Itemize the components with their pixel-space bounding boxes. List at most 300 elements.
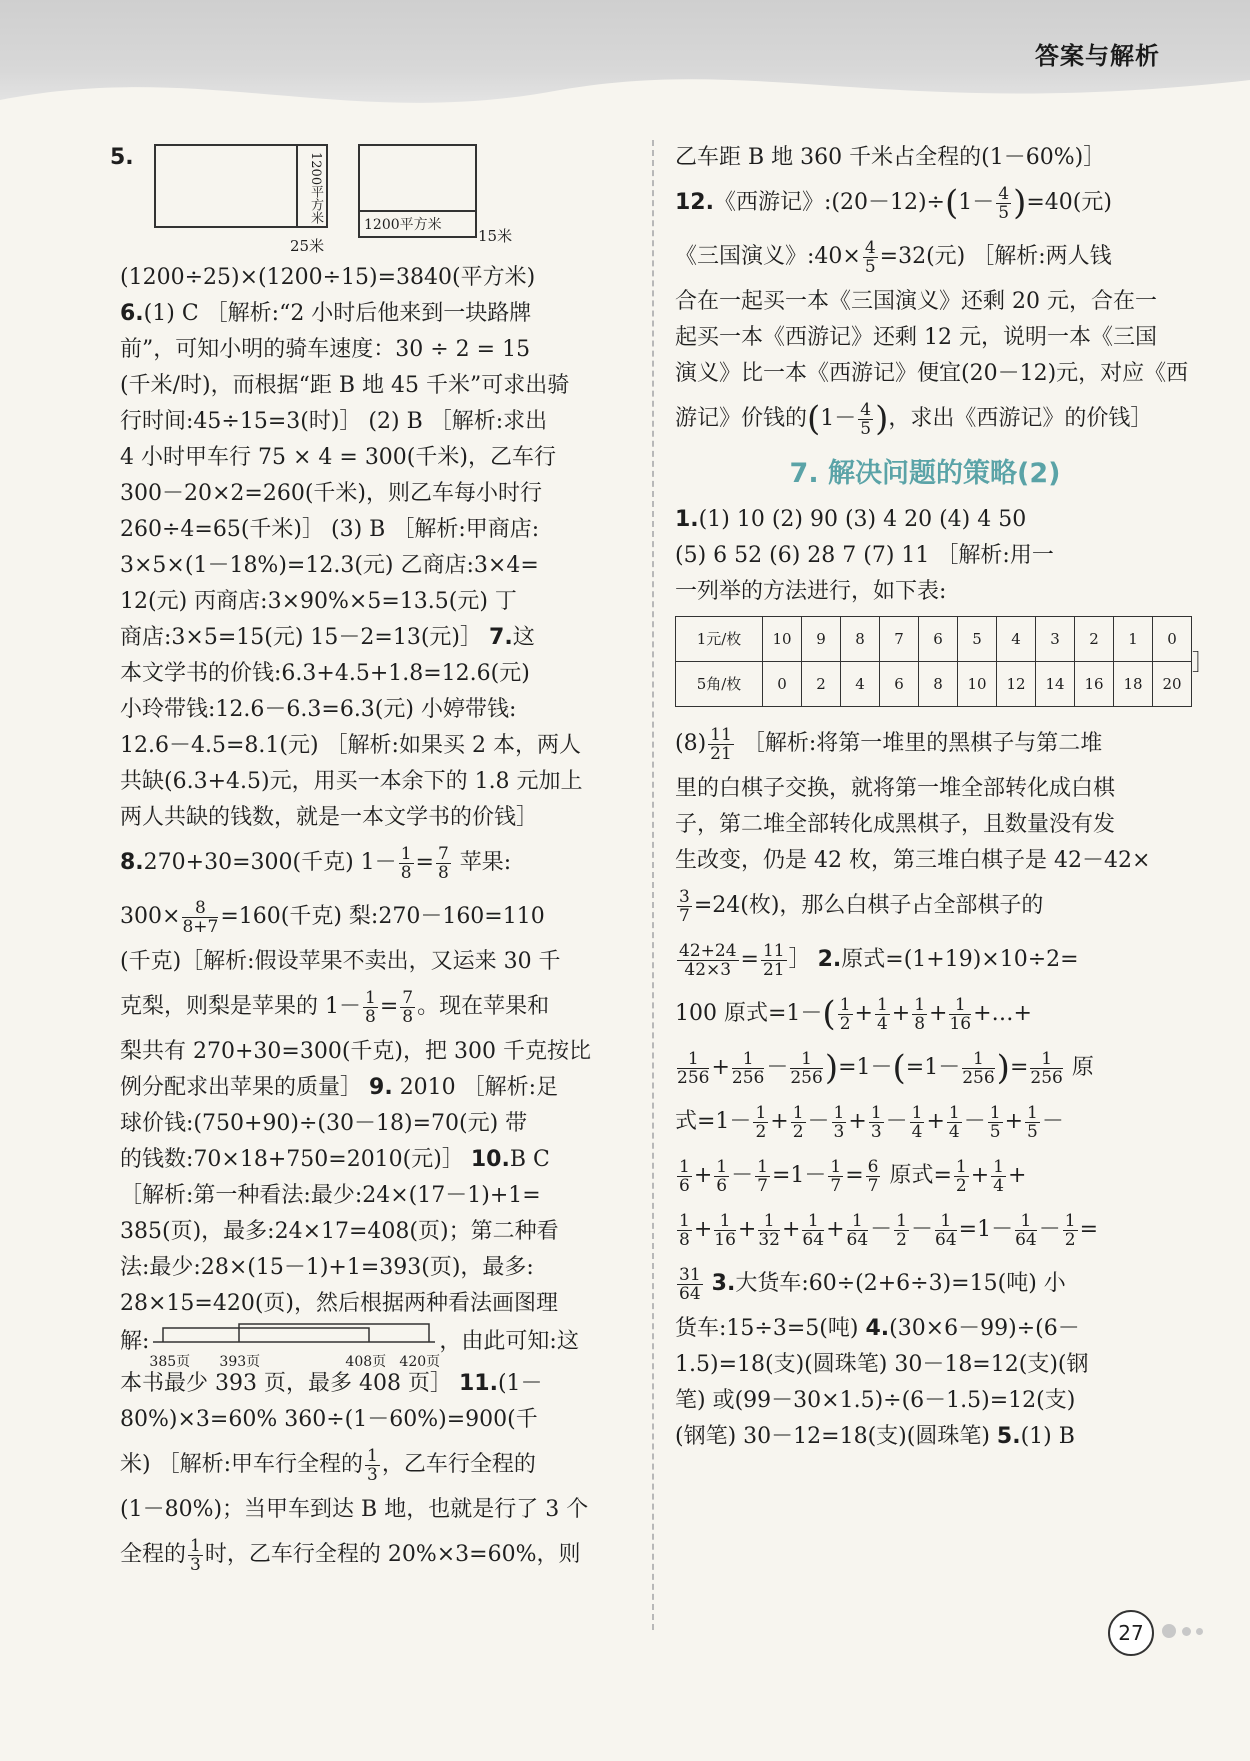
- s1-p8-text-5: =24(枚)，那么白棋子占全部棋子的: [693, 893, 1044, 918]
- plus-sign: +: [770, 1109, 789, 1134]
- q11-text-5a: 全程的: [120, 1542, 187, 1567]
- table-cell: 12: [997, 662, 1036, 707]
- q6-line-9: 12(元) 丙商店:3×90%×5=13.5(元) 丁: [120, 589, 517, 614]
- frac-denominator: 64: [846, 1229, 869, 1250]
- frac-denominator: 6: [716, 1175, 728, 1196]
- s2-yuan: 原: [1071, 1055, 1094, 1080]
- page-dot-2: [1182, 1627, 1191, 1636]
- q12-line-5: 演义》比一本《西游记》便宜(20－12)元，对应《西: [675, 361, 1189, 386]
- q11-text: (1－: [497, 1371, 543, 1396]
- frac-numerator: 1: [1015, 1212, 1037, 1231]
- frac-numerator: 7: [402, 987, 414, 1008]
- mark-420: 420页: [399, 1354, 441, 1370]
- q9-number: 9.: [369, 1075, 393, 1100]
- frac-denominator: 64: [802, 1229, 825, 1250]
- frac-denominator: 5: [989, 1121, 1001, 1142]
- q5-rect2-area-label: 1200平方米: [364, 217, 442, 233]
- frac-denominator: 4: [993, 1175, 1004, 1196]
- q10-text-5b: ，由此可知:这: [439, 1329, 579, 1354]
- q8-fraction-8-15: [182, 899, 218, 936]
- section-header-title: 答案与解析: [1035, 42, 1160, 70]
- frac-denominator: 256: [677, 1067, 710, 1088]
- frac-1-7: [828, 1158, 843, 1195]
- frac-denominator: 3: [870, 1121, 882, 1142]
- table-cell: 3: [1036, 617, 1075, 662]
- q10-number: 10.: [470, 1147, 510, 1172]
- q11-line-5: [120, 1528, 630, 1582]
- frac-denominator: 256: [790, 1067, 823, 1088]
- frac-numerator: 1: [758, 1212, 780, 1231]
- s1-p8-line-6: [675, 933, 1175, 987]
- q8-line-5: 梨共有 270+30=300(千克)，把 300 千克按比: [120, 1039, 591, 1064]
- frac-numerator: 1: [935, 1212, 957, 1231]
- equals-sign: =: [1009, 1055, 1029, 1080]
- plus-sign: +: [826, 1217, 845, 1242]
- q5-rect2-strip: [360, 210, 475, 236]
- s1-p8-line-2: 里的白棋子交换，就将第一堆全部转化成白棋: [675, 776, 1116, 801]
- frac-denominator: 8: [400, 862, 412, 883]
- s1-line-3: 一列举的方法进行，如下表:: [675, 579, 947, 604]
- equals-sign: =: [415, 850, 434, 875]
- table-cell: 8: [841, 617, 880, 662]
- s1-p8-line-5: [675, 879, 1175, 933]
- s2-line-2: [675, 987, 1175, 1041]
- equals-sign: =: [1079, 1217, 1098, 1242]
- frac-1-2: [1063, 1212, 1078, 1249]
- frac-denominator: 64: [935, 1229, 957, 1250]
- table-cell: 16: [1075, 662, 1114, 707]
- s2-number: 2.: [817, 947, 842, 972]
- q8-line-6: [120, 1070, 630, 1106]
- q9-text-3: 的钱数:70×18+750=2010(元)］: [120, 1147, 464, 1172]
- frac-1-64: [847, 1212, 869, 1249]
- q8-text-1b: 苹果:: [459, 850, 512, 875]
- frac-numerator: 8: [182, 899, 218, 918]
- s1-p8-fraction-11-21b: [761, 942, 787, 979]
- q7-line-2: 小玲带钱:12.6－6.3=6.3(元) 小婷带钱:: [120, 697, 517, 722]
- s4-line-2: 1.5)=18(支)(圆珠笔) 30－18=12(支)(钢: [675, 1352, 1089, 1377]
- frac-1-256: [1030, 1050, 1062, 1087]
- q5-rect2-height-label: 15米: [478, 227, 513, 245]
- q10-text-5a: 解:: [120, 1329, 150, 1354]
- s1-p8-fraction-11-21: [708, 726, 734, 763]
- q8-text-2a: 300×: [120, 904, 181, 929]
- frac-1-7: [755, 1158, 770, 1195]
- q11-number: 11.: [458, 1371, 498, 1396]
- table-cell: 8: [919, 662, 958, 707]
- q6-line-10: [120, 620, 630, 656]
- frac-6-7: [866, 1158, 881, 1195]
- frac-1-16: [714, 1212, 736, 1249]
- right-column: [675, 140, 1215, 1455]
- q10-line-3: 法:最少:28×(15－1)+1=393(页)，最多:: [120, 1255, 534, 1280]
- frac-numerator: 11: [762, 940, 785, 961]
- frac-1-2: [954, 1158, 969, 1195]
- frac-numerator: 1: [876, 994, 888, 1015]
- frac-numerator: 1: [755, 1102, 767, 1123]
- ellipsis: +…+: [973, 1001, 1032, 1026]
- equals-sign: =: [379, 994, 399, 1019]
- q6-line-5: 4 小时甲车行 75 × 4 = 300(千米)，乙车行: [120, 445, 556, 470]
- frac-denominator: 2: [955, 1175, 967, 1196]
- frac-numerator: 3: [679, 886, 690, 907]
- table-cell: 10: [958, 662, 997, 707]
- frac-numerator: 1: [677, 1050, 709, 1069]
- table-cell: 7: [880, 617, 919, 662]
- s2-eq: =1－: [838, 1055, 893, 1080]
- header-wave-decoration: [0, 60, 1250, 150]
- frac-denominator: 3: [833, 1121, 845, 1142]
- q10-line-4: 28×15=420(页)，然后根据两种看法画图理: [120, 1291, 559, 1316]
- frac-31-64: [677, 1266, 703, 1303]
- s2-line-3: [675, 1041, 1175, 1095]
- q5-rectangle-1: [154, 144, 328, 228]
- q8-fraction-1-8: [399, 845, 414, 882]
- frac-denominator: 7: [830, 1175, 842, 1196]
- frac-1-5: [988, 1104, 1003, 1141]
- s1-p8-line-3: 子，第二堆全部转化成黑棋子，且数量没有发: [675, 812, 1116, 837]
- row-label-5jiao: 5角/枚: [676, 662, 763, 707]
- frac-numerator: 1: [367, 1445, 378, 1466]
- q11-text-5b: 时，乙车行全程的 20%×3=60%，则: [204, 1542, 581, 1567]
- q11-text-3a: 米) ［解析:甲车行全程的: [120, 1452, 363, 1477]
- q5-rectangle-2: [358, 144, 477, 238]
- frac-1-64: [935, 1212, 957, 1249]
- table-cell: 9: [802, 617, 841, 662]
- page-dot-3: [1196, 1628, 1203, 1635]
- table-cell: 14: [1036, 662, 1075, 707]
- q7-tail: 这: [512, 625, 535, 650]
- s2-line-5: [675, 1149, 1175, 1203]
- paren-close: ): [1013, 183, 1027, 223]
- table-cell: 18: [1114, 662, 1153, 707]
- s1-number: 1.: [675, 507, 699, 532]
- frac-1-4: [875, 996, 890, 1033]
- mark-408: 408页: [345, 1354, 387, 1370]
- table-cell: 4: [997, 617, 1036, 662]
- frac-numerator: 1: [792, 1102, 804, 1123]
- s2-text-1: 原式=(1+19)×10÷2=: [841, 947, 1079, 972]
- q7-number: 7.: [489, 625, 513, 650]
- plus-sign: +: [693, 1163, 713, 1188]
- frac-denominator: 8: [402, 1006, 414, 1027]
- frac-1-64: [1015, 1212, 1037, 1249]
- frac-denominator: 5: [1027, 1121, 1038, 1142]
- frac-denominator: 2: [839, 1013, 851, 1034]
- q12-line-2: [675, 230, 1175, 284]
- frac-1-256: [677, 1050, 709, 1087]
- frac-1-2: [894, 1212, 909, 1249]
- frac-numerator: 1: [400, 843, 412, 864]
- s3-number: 3.: [711, 1271, 736, 1296]
- q6-number: 6.: [120, 301, 144, 326]
- q6-text-1: (1) C ［解析:“2 小时后他来到一块路牌: [143, 301, 532, 326]
- frac-1-16: [949, 996, 971, 1033]
- q6-line-2: 前”，可知小明的骑车速度：30 ÷ 2 = 15: [120, 337, 531, 362]
- minus-sign: －: [885, 1109, 908, 1134]
- q12-text-2b: =32(元) ［解析:两人钱: [879, 244, 1112, 269]
- frac-numerator: 11: [710, 724, 732, 745]
- q12-text-1a: 《西游记》:(20－12)÷: [713, 190, 945, 215]
- s2-eq: =1－: [958, 1217, 1014, 1242]
- q11-line-2: 80%)×3=60% 360÷(1－60%)=900(千: [120, 1407, 538, 1432]
- q6-line-3: (千米/时)，而根据“距 B 地 45 千米”可求出骑: [120, 373, 570, 398]
- frac-numerator: 1: [1027, 1102, 1038, 1123]
- q12-fraction-4-5: [996, 185, 1011, 222]
- q5-rect1-strip: [296, 146, 326, 226]
- frac-denominator: 4: [911, 1121, 923, 1142]
- s1-p8-text-1: ［解析:将第一堆里的黑棋子与第二堆: [742, 731, 1103, 756]
- s2-line-4: [675, 1095, 1175, 1149]
- frac-numerator: 1: [911, 1102, 923, 1123]
- s4-text-4: (钢笔) 30－12=18(支)(圆珠笔): [675, 1424, 990, 1449]
- s1-text-1: (1) 10 (2) 90 (3) 4 20 (4) 4 50: [698, 507, 1027, 532]
- q8-text-2b: =160(千克) 梨:270－160=110: [220, 904, 545, 929]
- table-cell: 0: [763, 662, 802, 707]
- q12-line-4: 起买一本《西游记》还剩 12 元，说明一本《三国: [675, 325, 1157, 350]
- q7-line-4: 共缺(6.3+4.5)元，用买一本余下的 1.8 元加上: [120, 769, 583, 794]
- frac-denominator: 6: [679, 1175, 690, 1196]
- s1-p8-line-1: [675, 717, 1175, 771]
- plus-sign: +: [848, 1109, 867, 1134]
- q9-line-3: [120, 1142, 630, 1178]
- page-number: 27: [1108, 1610, 1154, 1656]
- minus-sign: －: [731, 1163, 754, 1188]
- frac-denominator: 3: [367, 1464, 378, 1485]
- q5-number: 5.: [110, 145, 134, 170]
- table-cell: 4: [841, 662, 880, 707]
- frac-denominator: 16: [949, 1013, 972, 1034]
- s5-text: (1) B: [1020, 1424, 1075, 1449]
- q12-line-3: 合在一起买一本《三国演义》还剩 20 元，合在一: [675, 289, 1157, 314]
- paren-open: (: [945, 183, 959, 223]
- frac-denominator: 64: [679, 1283, 701, 1304]
- equals-sign: =: [845, 1163, 864, 1188]
- frac-numerator: 1: [732, 1050, 764, 1069]
- q10-line-5: [120, 1322, 630, 1370]
- frac-numerator: 1: [1064, 1210, 1076, 1231]
- frac-numerator: 42+24: [679, 940, 737, 961]
- frac-numerator: 1: [989, 1102, 1001, 1123]
- minus-sign: －: [1041, 1109, 1064, 1134]
- paren-open: (: [892, 1048, 906, 1088]
- frac-numerator: 1: [830, 1156, 842, 1177]
- frac-numerator: 1: [914, 994, 926, 1015]
- q8-text-6: 例分配求出苹果的质量］: [120, 1075, 363, 1100]
- frac-denominator: 21: [710, 743, 732, 764]
- frac-numerator: 1: [679, 1210, 690, 1231]
- s3-text-1: 大货车:60÷(2+6÷3)=15(吨) 小: [735, 1271, 1066, 1296]
- q8-line-1: [120, 836, 630, 890]
- s2-eq: =1－: [905, 1055, 961, 1080]
- frac-1-2: [753, 1104, 768, 1141]
- frac-numerator: 1: [833, 1102, 845, 1123]
- q10-line-2: 385(页)，最多:24×17=408(页)；第二种看: [120, 1219, 559, 1244]
- frac-numerator: 1: [802, 1212, 824, 1231]
- mark-385: 385页: [149, 1354, 191, 1370]
- frac-1-8: [912, 996, 927, 1033]
- frac-numerator: 1: [955, 1156, 967, 1177]
- q10-page-number-line: [149, 1322, 441, 1370]
- q6-line-6: 300－20×2=260(千米)，则乙车每小时行: [120, 481, 543, 506]
- s1-p8-fraction-3-7: [677, 888, 692, 925]
- q8-fraction-7-8: [436, 845, 451, 882]
- q5-rect1-area-label: 1200平方米: [308, 152, 323, 225]
- plus-sign: +: [737, 1217, 757, 1242]
- frac-numerator: 1: [757, 1156, 768, 1177]
- q10-line-1: ［解析:第一种看法:最少:24×(17－1)+1=: [120, 1183, 541, 1208]
- frac-1-6: [714, 1158, 729, 1195]
- q8-number: 8.: [120, 850, 144, 875]
- frac-numerator: 1: [993, 1156, 1004, 1177]
- q9-text: 2010 ［解析:足: [399, 1075, 559, 1100]
- frac-1-4: [991, 1158, 1006, 1195]
- q8-line-3: (千克)［解析:假设苹果不卖出，又运来 30 千: [120, 949, 561, 974]
- frac-numerator: 1: [949, 996, 971, 1015]
- q6-line-4: 行时间:45÷15=3(时)］ (2) B ［解析:求出: [120, 409, 548, 434]
- frac-1-4: [947, 1104, 962, 1141]
- s4-line-3: 笔) 或(99－30×1.5)÷(6－1.5)=12(支): [675, 1388, 1076, 1413]
- table-cell: 6: [919, 617, 958, 662]
- frac-denominator: 3: [190, 1554, 201, 1575]
- q12-text-2a: 《三国演义》:40×: [675, 244, 861, 269]
- frac-denominator: 42×3: [684, 959, 732, 980]
- q5-diagram: [110, 140, 630, 260]
- q8-line-2: [120, 890, 630, 944]
- q6-line-7: 260÷4=65(千米)］ (3) B ［解析:甲商店:: [120, 517, 540, 542]
- table-cell: 10: [763, 617, 802, 662]
- q9-line-2: 球价钱:(750+90)÷(30－18)=70(元) 带: [120, 1111, 528, 1136]
- frac-denominator: 4: [876, 1013, 888, 1034]
- frac-numerator: 1: [365, 987, 376, 1008]
- q8-text-1a: 270+30=300(千克) 1－: [143, 850, 397, 875]
- frac-1-256: [962, 1050, 994, 1087]
- page-dot-1: [1162, 1624, 1176, 1638]
- frac-1-4: [910, 1104, 925, 1141]
- plus-sign: +: [1008, 1163, 1027, 1188]
- frac-denominator: 2: [792, 1121, 804, 1142]
- q12-fraction-4-5b: [863, 239, 878, 276]
- s2-eq: =1－: [771, 1163, 827, 1188]
- minus-sign: －: [870, 1217, 893, 1242]
- frac-denominator: 5: [860, 418, 872, 439]
- q5-answer: (1200÷25)×(1200÷15)=3840(平方米): [120, 265, 536, 290]
- table-cell: 2: [1075, 617, 1114, 662]
- section-title: 7. 解决问题的策略(2): [789, 458, 1061, 489]
- minus-sign: －: [963, 1109, 986, 1134]
- q6-text-10: 商店:3×5=15(元) 15－2=13(元)］: [120, 625, 483, 650]
- plus-sign: +: [711, 1055, 730, 1080]
- frac-denominator: 32: [758, 1229, 780, 1250]
- frac-denominator: 4: [948, 1121, 960, 1142]
- s3-line-1: [675, 1257, 1175, 1311]
- table-bracket: ］: [1192, 650, 1215, 676]
- s4-text-1: (30×6－99)÷(6－: [889, 1316, 1080, 1341]
- frac-denominator: 7: [679, 905, 690, 926]
- q6-line-1: [120, 296, 630, 332]
- column-divider: [652, 140, 654, 1630]
- q12-fraction-4-5c: [858, 401, 873, 438]
- frac-1-64: [802, 1212, 824, 1249]
- frac-numerator: 4: [860, 399, 872, 420]
- plus-sign: +: [891, 1001, 911, 1026]
- q6-line-8: 3×5×(1－18%)=12.3(元) 乙商店:3×4=: [120, 553, 539, 578]
- paren-close: ): [996, 1048, 1010, 1088]
- table-cell: 2: [802, 662, 841, 707]
- table-row: [676, 617, 1192, 662]
- plus-sign: +: [970, 1163, 990, 1188]
- q11-text-3b: ，乙车行全程的: [381, 1452, 536, 1477]
- frac-denominator: 7: [867, 1175, 879, 1196]
- s1-p8-fraction-66-126: [677, 942, 739, 979]
- paren-close: ): [875, 399, 889, 439]
- q8-line-4: [120, 980, 630, 1034]
- frac-denominator: 16: [714, 1229, 736, 1250]
- plus-sign: +: [781, 1217, 801, 1242]
- q11-fraction-1-3: [365, 1447, 380, 1484]
- table-cell: 20: [1153, 662, 1192, 707]
- plus-sign: +: [854, 1001, 873, 1026]
- s1-p8-label: (8): [675, 731, 707, 756]
- frac-1-6: [677, 1158, 692, 1195]
- paren-open: (: [822, 994, 836, 1034]
- q11-fraction-1-3b: [188, 1537, 203, 1574]
- bracket-close: ］: [788, 947, 811, 972]
- frac-denominator: 8+7: [182, 916, 219, 937]
- s5-number: 5.: [996, 1424, 1021, 1449]
- plus-sign: +: [693, 1217, 713, 1242]
- minus-sign: －: [807, 1109, 830, 1134]
- q11-line-3: [120, 1438, 630, 1492]
- frac-denominator: 2: [896, 1229, 907, 1250]
- frac-numerator: 1: [870, 1102, 882, 1123]
- frac-numerator: 6: [867, 1156, 879, 1177]
- frac-numerator: 1: [1030, 1050, 1062, 1069]
- q12-text-6b: ，求出《西游记》的价钱］: [888, 406, 1153, 431]
- q8-fraction-7-8b: [400, 989, 415, 1026]
- s2-yuanshi: 原式=: [889, 1163, 952, 1188]
- frac-denominator: 2: [1064, 1229, 1076, 1250]
- table-cell: 6: [880, 662, 919, 707]
- mark-393: 393页: [219, 1354, 261, 1370]
- frac-denominator: 21: [762, 959, 785, 980]
- q8-text-4b: 。现在苹果和: [417, 994, 550, 1019]
- s1-enumeration-table: [675, 616, 1192, 707]
- q12-number: 12.: [675, 190, 714, 215]
- frac-denominator: 5: [998, 202, 1010, 223]
- s2-text-2: 100 原式=1－: [675, 1001, 823, 1026]
- frac-1-256: [790, 1050, 822, 1087]
- q7-line-3: 12.6－4.5=8.1(元) ［解析:如果买 2 本，两人: [120, 733, 581, 758]
- table-cell: 0: [1153, 617, 1192, 662]
- frac-numerator: 1: [839, 994, 851, 1015]
- left-column: [110, 140, 630, 1582]
- paren-close: ): [824, 1048, 839, 1088]
- frac-numerator: 1: [962, 1050, 994, 1069]
- frac-denominator: 7: [757, 1175, 768, 1196]
- minus-sign: －: [766, 1055, 789, 1080]
- frac-numerator: 1: [896, 1210, 907, 1231]
- frac-denominator: 8: [365, 1006, 376, 1027]
- q11-tail-line: 乙车距 B 地 360 千米占全程的(1－60%)］: [675, 145, 1106, 170]
- s4-line-4: [675, 1419, 1175, 1455]
- frac-1-3: [832, 1104, 847, 1141]
- q5-rect1-width-label: 25米: [290, 237, 325, 255]
- q12-text-6-mid: 1－: [820, 406, 857, 431]
- q12-text-6a: 游记》价钱的: [675, 406, 808, 431]
- q12-text-1b: 1－: [958, 190, 995, 215]
- frac-numerator: 1: [847, 1212, 869, 1231]
